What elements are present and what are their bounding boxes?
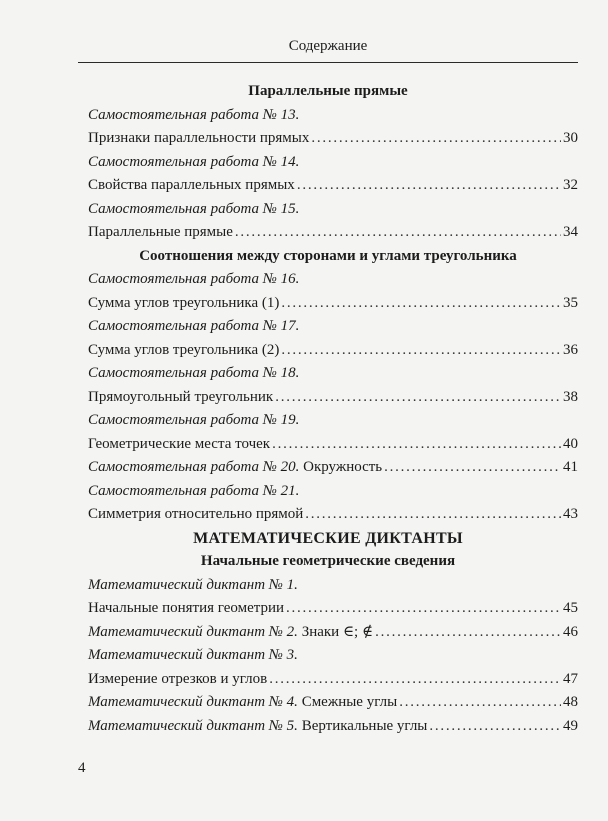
work-heading: Математический диктант № 4.	[88, 694, 298, 710]
entry-title: Параллельные прямые	[88, 224, 233, 240]
work-heading: Самостоятельная работа № 21.	[88, 482, 300, 499]
entry-title: Смежные углы	[297, 694, 398, 710]
entry-title: Начальные понятия геометрии	[88, 600, 285, 616]
dot-leader	[305, 503, 561, 527]
section-heading: Начальные геометрические сведения	[200, 553, 456, 569]
entry-page-number: 41	[563, 459, 578, 475]
dot-leader	[399, 691, 561, 715]
table-of-contents	[78, 80, 578, 738]
section-heading: Параллельные прямые	[248, 83, 408, 99]
dot-leader	[281, 339, 561, 363]
entry-page-number: 46	[563, 623, 578, 640]
work-heading: Самостоятельная работа № 17.	[88, 318, 300, 334]
toc-entry	[78, 668, 578, 692]
entry-page-number: 43	[563, 506, 578, 522]
dot-leader	[384, 456, 561, 480]
entry-page-number: 34	[563, 224, 578, 240]
toc-entry	[78, 715, 578, 739]
toc-entry	[78, 597, 578, 621]
entry-title: Вертикальные углы	[297, 717, 428, 734]
part-heading: МАТЕМАТИЧЕСКИЕ ДИКТАНТЫ	[193, 529, 463, 547]
work-heading: Математический диктант № 2.	[88, 623, 298, 640]
entry-title: Окружность	[299, 459, 383, 475]
dot-leader	[429, 715, 561, 739]
work-heading: Математический диктант № 3.	[88, 647, 298, 663]
dot-leader	[275, 386, 561, 410]
dot-leader	[286, 597, 561, 621]
entry-title: Симметрия относительно прямой	[88, 506, 304, 522]
work-heading: Самостоятельная работа № 13.	[88, 106, 300, 123]
toc-entry	[78, 433, 578, 457]
page-header: Содержание	[288, 38, 368, 54]
work-heading: Самостоятельная работа № 14.	[88, 153, 300, 170]
entry-page-number: 36	[563, 341, 578, 358]
dot-leader	[297, 174, 561, 198]
toc-entry	[78, 339, 578, 363]
toc-entry	[78, 621, 578, 645]
header-rule	[78, 62, 578, 63]
entry-page-number: 49	[563, 717, 578, 734]
toc-entry	[78, 174, 578, 198]
toc-entry	[78, 386, 578, 410]
entry-page-number: 45	[563, 600, 578, 616]
entry-title: Измерение отрезков и углов	[88, 670, 268, 687]
work-heading: Самостоятельная работа № 18.	[88, 365, 300, 381]
work-heading: Самостоятельная работа № 16.	[88, 271, 300, 287]
entry-page-number: 30	[563, 130, 578, 146]
dot-leader	[281, 292, 561, 316]
entry-page-number: 48	[563, 694, 578, 710]
toc-entry	[78, 127, 578, 151]
dot-leader	[375, 621, 561, 645]
dot-leader	[235, 221, 561, 245]
entry-title: Знаки ∈; ∉	[297, 623, 374, 640]
entry-title: Свойства параллельных прямых	[88, 177, 295, 193]
work-heading: Математический диктант № 5.	[88, 717, 298, 734]
entry-title: Прямоугольный треугольник	[88, 388, 274, 405]
work-heading: Математический диктант № 1.	[88, 576, 298, 593]
section-heading: Соотношения между сторонами и углами треугольника	[139, 247, 517, 264]
entry-page-number: 35	[563, 294, 578, 311]
dot-leader	[311, 127, 561, 151]
entry-title: Геометрические места точек	[88, 435, 271, 452]
work-heading: Самостоятельная работа № 15.	[88, 200, 300, 217]
entry-page-number: 40	[563, 435, 578, 452]
entry-title: Сумма углов треугольника (1)	[88, 294, 280, 311]
dot-leader	[269, 668, 561, 692]
toc-entry	[78, 292, 578, 316]
dot-leader	[272, 433, 561, 457]
entry-title: Сумма углов треугольника (2)	[88, 341, 280, 358]
work-heading: Самостоятельная работа № 19.	[88, 412, 300, 428]
page-number: 4	[78, 760, 86, 776]
toc-entry	[78, 503, 578, 527]
entry-title: Признаки параллельности прямых	[88, 130, 310, 146]
entry-page-number: 47	[563, 670, 578, 687]
toc-entry	[78, 221, 578, 245]
work-heading: Самостоятельная работа № 20.	[88, 459, 300, 475]
entry-page-number: 32	[563, 177, 578, 193]
toc-entry	[78, 691, 578, 715]
entry-page-number: 38	[563, 388, 578, 405]
toc-entry	[78, 456, 578, 480]
